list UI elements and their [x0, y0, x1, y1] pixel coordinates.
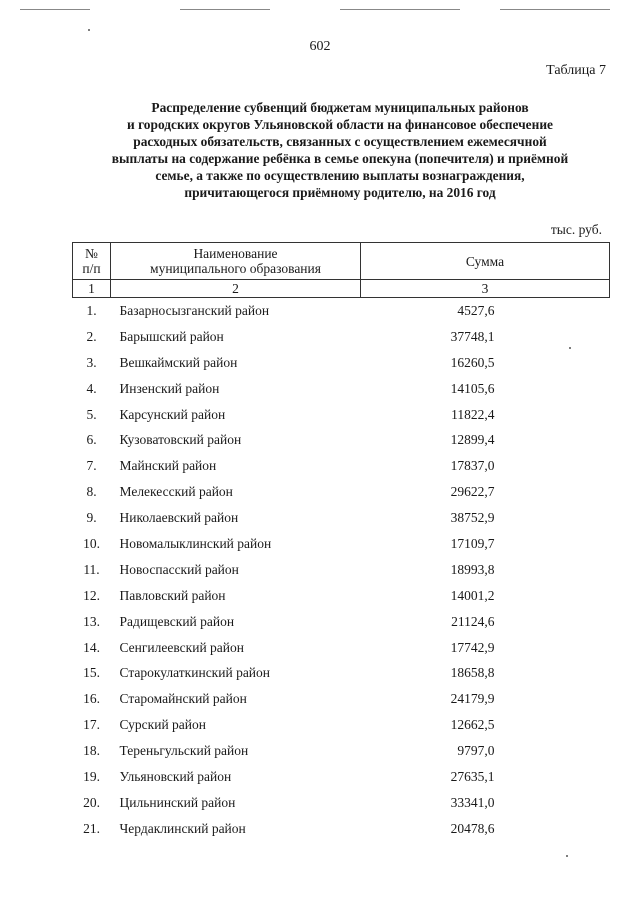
row-number: 8. — [86, 484, 97, 500]
row-number: 3. — [86, 354, 97, 370]
scan-artifact — [500, 9, 610, 10]
row-number: 18. — [83, 743, 100, 759]
title-line: Распределение субвенций бюджетам муниципальных районов — [151, 100, 529, 115]
table-row — [73, 453, 610, 479]
row-number: 10. — [83, 535, 100, 551]
header-name: Наименование муниципального образования — [111, 243, 361, 280]
table-header-row — [73, 243, 610, 280]
row-number: 6. — [86, 432, 97, 448]
subsidy-table — [72, 242, 610, 842]
row-sum-value: 9797,0 — [457, 743, 495, 759]
row-sum-value: 12662,5 — [450, 717, 495, 733]
row-number: 20. — [83, 794, 100, 810]
units-label: тыс. руб. — [550, 222, 602, 237]
row-sum-value: 14001,2 — [450, 587, 495, 603]
row-sum-value: 24179,9 — [450, 691, 495, 707]
table-row — [73, 479, 610, 505]
row-name: Карсунский район — [119, 406, 226, 422]
table-row — [73, 402, 610, 428]
row-name: Инзенский район — [119, 380, 220, 396]
row-sum — [361, 531, 610, 557]
row-name: Павловский район — [119, 587, 226, 603]
row-sum — [361, 686, 610, 712]
header-sum: Сумма — [361, 243, 610, 280]
table-row — [73, 790, 610, 816]
row-sum-value: 12899,4 — [450, 432, 495, 448]
column-number-row — [73, 280, 610, 298]
row-number: 21. — [83, 820, 100, 836]
column-number: 3 — [361, 280, 610, 298]
row-sum — [361, 790, 610, 816]
table-row — [73, 764, 610, 790]
table-row — [73, 427, 610, 453]
row-name: Цильнинский район — [119, 794, 236, 810]
row-sum — [361, 324, 610, 350]
row-number: 11. — [83, 561, 100, 577]
row-sum-value: 27635,1 — [450, 768, 495, 784]
row-name: Радищевский район — [119, 613, 235, 629]
title-line: выплаты на содержание ребёнка в семье опекуна (попечителя) и приёмной — [111, 151, 569, 166]
page-number: 602 — [309, 39, 331, 54]
row-sum — [361, 427, 610, 453]
table-label: Таблица 7 — [546, 63, 606, 78]
table-row — [73, 712, 610, 738]
row-sum-value: 29622,7 — [450, 484, 495, 500]
table-body — [73, 298, 610, 842]
row-sum — [361, 660, 610, 686]
row-number: 7. — [86, 458, 97, 474]
row-name: Старомайнский район — [119, 691, 247, 707]
row-number: 4. — [86, 380, 97, 396]
row-name: Чердаклинский район — [119, 820, 246, 836]
table-row — [73, 738, 610, 764]
row-sum — [361, 376, 610, 402]
table-row — [73, 298, 610, 324]
row-number: 15. — [83, 665, 100, 681]
table-row — [73, 583, 610, 609]
scan-speck — [88, 29, 90, 31]
row-sum-value: 33341,0 — [450, 794, 495, 810]
row-sum-value: 18993,8 — [450, 561, 495, 577]
header-num: № п/п — [73, 243, 111, 280]
row-sum-value: 21124,6 — [451, 613, 495, 629]
title-line: причитающегося приёмному родителю, на 2016 год — [184, 185, 496, 200]
row-number: 16. — [83, 691, 100, 707]
table-row — [73, 324, 610, 350]
row-name: Вешкаймский район — [119, 354, 238, 370]
row-name: Майнский район — [119, 458, 217, 474]
row-number: 13. — [83, 613, 100, 629]
row-sum — [361, 298, 610, 324]
row-sum-value: 4527,6 — [457, 302, 495, 318]
row-name: Мелекесский район — [119, 484, 233, 500]
row-sum-value: 14105,6 — [450, 380, 495, 396]
row-sum — [361, 557, 610, 583]
row-name: Новомалыклинский район — [119, 535, 272, 551]
table-row — [73, 350, 610, 376]
row-name: Сенгилеевский район — [119, 639, 244, 655]
row-sum — [361, 764, 610, 790]
row-number: 17. — [83, 717, 100, 733]
column-number: 1 — [73, 280, 111, 298]
row-sum — [361, 816, 610, 842]
row-number: 12. — [83, 587, 100, 603]
row-sum — [361, 402, 610, 428]
row-sum-value: 17837,0 — [450, 458, 495, 474]
table-row — [73, 660, 610, 686]
row-sum-value: 18658,8 — [450, 665, 495, 681]
table-row — [73, 816, 610, 842]
row-sum — [361, 583, 610, 609]
row-name: Барышский район — [119, 328, 224, 344]
row-sum — [361, 479, 610, 505]
table-row — [73, 635, 610, 661]
table-row — [73, 505, 610, 531]
row-name: Базарносызганский район — [119, 302, 270, 318]
row-name: Старокулаткинский район — [119, 665, 271, 681]
title-line: расходных обязательств, связанных с осуществлением ежемесячной — [133, 134, 547, 149]
row-sum-value: 16260,5 — [450, 354, 495, 370]
row-sum-value: 20478,6 — [450, 820, 495, 836]
row-name: Николаевский район — [119, 510, 239, 526]
row-number: 14. — [83, 639, 100, 655]
row-number: 1. — [86, 302, 97, 318]
column-number: 2 — [111, 280, 361, 298]
table-row — [73, 557, 610, 583]
row-sum — [361, 453, 610, 479]
row-number: 19. — [83, 768, 100, 784]
row-number: 2. — [86, 328, 97, 344]
row-sum — [361, 609, 610, 635]
scan-artifact — [180, 9, 270, 10]
scan-artifact — [340, 9, 460, 10]
row-sum — [361, 712, 610, 738]
row-sum-value: 37748,1 — [450, 328, 495, 344]
row-name: Кузоватовский район — [119, 432, 242, 448]
title-line: семье, а также по осуществлению выплаты вознаграждения, — [155, 168, 525, 183]
title-line: и городских округов Ульяновской области на финансовое обеспечение — [127, 117, 553, 132]
table-row — [73, 376, 610, 402]
document-title — [70, 99, 610, 201]
table-row — [73, 609, 610, 635]
table-row — [73, 686, 610, 712]
row-sum-value: 11822,4 — [451, 406, 495, 422]
row-sum-value: 17742,9 — [450, 639, 495, 655]
row-sum-value: 38752,9 — [450, 510, 495, 526]
row-name: Тереньгульский район — [119, 743, 249, 759]
row-sum — [361, 635, 610, 661]
scan-artifact — [20, 9, 90, 10]
row-number: 9. — [86, 510, 97, 526]
row-sum — [361, 505, 610, 531]
row-name: Новоспасский район — [119, 561, 239, 577]
row-sum-value: 17109,7 — [450, 535, 495, 551]
table-row — [73, 531, 610, 557]
row-name: Ульяновский район — [119, 768, 232, 784]
row-sum — [361, 350, 610, 376]
row-name: Сурский район — [119, 717, 206, 733]
scan-speck — [566, 855, 568, 857]
row-number: 5. — [86, 406, 97, 422]
row-sum — [361, 738, 610, 764]
